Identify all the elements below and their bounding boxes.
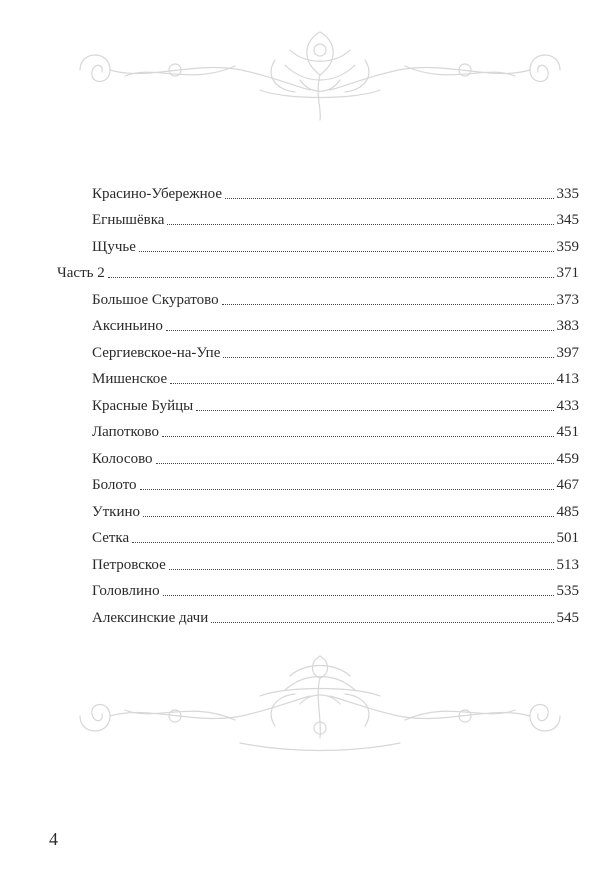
dot-leader xyxy=(156,463,554,464)
dot-leader xyxy=(143,516,553,517)
dot-leader xyxy=(108,277,554,278)
toc-entry-page: 535 xyxy=(556,583,579,599)
toc-entry-title: Мишенское xyxy=(92,371,170,388)
toc-entry[interactable] xyxy=(57,282,579,309)
toc-entry-title: Сергиевское-на-Упе xyxy=(92,345,223,362)
toc-entry-page: 513 xyxy=(556,556,579,573)
toc-entry-title: Болото xyxy=(92,477,140,494)
table-of-contents xyxy=(57,176,579,627)
toc-entry-page: 397 xyxy=(556,344,579,361)
dot-leader xyxy=(222,304,554,305)
toc-entry-title: Лапотково xyxy=(92,424,162,441)
toc-entry-title: Алексинские дачи xyxy=(92,610,211,627)
dot-leader xyxy=(162,436,553,437)
toc-entry-page: 359 xyxy=(556,238,579,255)
toc-part-heading[interactable] xyxy=(57,256,579,283)
bottom-flourish-icon xyxy=(60,648,580,758)
toc-entry[interactable] xyxy=(57,388,579,415)
toc-entry-page: 545 xyxy=(556,609,579,626)
toc-entry[interactable] xyxy=(57,574,579,601)
toc-entry[interactable] xyxy=(57,441,579,468)
toc-entry-title: Аксиньино xyxy=(92,318,166,335)
toc-entry[interactable] xyxy=(57,362,579,389)
toc-entry-title: Петровское xyxy=(92,557,169,574)
toc-entry[interactable] xyxy=(57,547,579,574)
toc-entry-title: Егнышёвка xyxy=(92,212,167,229)
dot-leader xyxy=(139,251,554,252)
toc-entry-title: Колосово xyxy=(92,451,156,468)
toc-entry-title: Щучье xyxy=(92,239,139,256)
dot-leader xyxy=(132,542,553,543)
toc-entry-title: Красные Буйцы xyxy=(92,398,196,415)
toc-entry-page: 383 xyxy=(556,318,579,334)
toc-entry[interactable] xyxy=(57,415,579,442)
dot-leader xyxy=(196,410,553,411)
toc-entry-page: 345 xyxy=(556,212,579,228)
toc-entry[interactable] xyxy=(57,309,579,336)
toc-entry[interactable] xyxy=(57,203,579,230)
toc-entry-page: 459 xyxy=(556,450,579,467)
dot-leader xyxy=(167,224,553,225)
toc-entry-page: 335 xyxy=(556,185,579,202)
toc-entry-page: 451 xyxy=(556,424,579,440)
toc-entry[interactable] xyxy=(57,468,579,495)
top-flourish-icon xyxy=(60,20,580,130)
toc-entry-title: Часть 2 xyxy=(57,265,108,282)
toc-entry[interactable] xyxy=(57,600,579,627)
toc-entry-page: 371 xyxy=(556,265,579,281)
dot-leader xyxy=(170,383,553,384)
page-number: 4 xyxy=(49,829,58,849)
toc-entry[interactable] xyxy=(57,521,579,548)
toc-entry-page: 373 xyxy=(556,291,579,308)
dot-leader xyxy=(163,595,554,596)
toc-entry-title: Головлино xyxy=(92,583,163,600)
dot-leader xyxy=(223,357,553,358)
toc-entry-page: 413 xyxy=(556,371,579,387)
dot-leader xyxy=(169,569,554,570)
dot-leader xyxy=(211,622,553,623)
toc-entry-page: 501 xyxy=(556,530,579,546)
toc-entry[interactable] xyxy=(57,335,579,362)
dot-leader xyxy=(140,489,554,490)
dot-leader xyxy=(225,198,553,199)
toc-entry[interactable] xyxy=(57,229,579,256)
toc-entry-page: 485 xyxy=(556,503,579,520)
toc-entry-title: Большое Скуратово xyxy=(92,292,222,309)
toc-entry-title: Уткино xyxy=(92,504,143,521)
toc-entry-title: Красино-Убережное xyxy=(92,186,225,203)
toc-entry-page: 467 xyxy=(556,477,579,493)
toc-entry-page: 433 xyxy=(556,397,579,414)
toc-entry-title: Сетка xyxy=(92,530,132,547)
toc-entry[interactable] xyxy=(57,176,579,203)
dot-leader xyxy=(166,330,554,331)
toc-entry[interactable] xyxy=(57,494,579,521)
